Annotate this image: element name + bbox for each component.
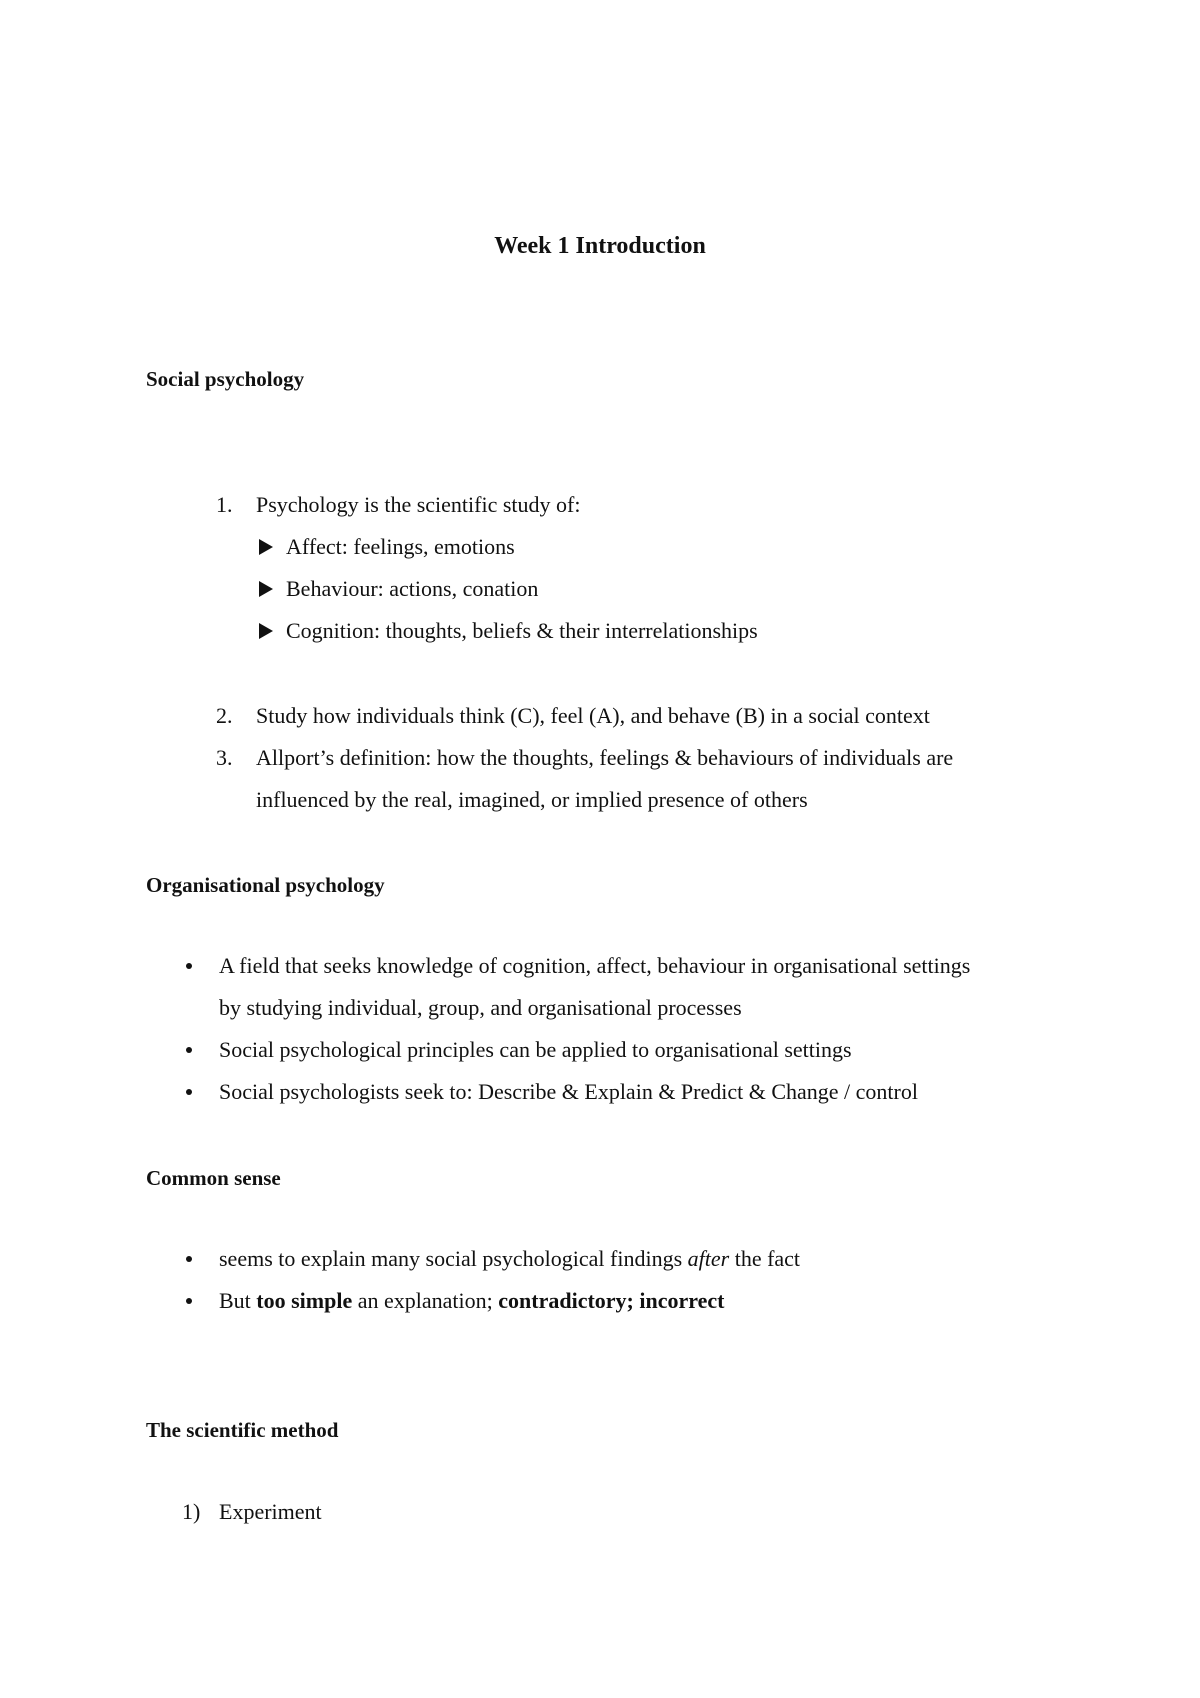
bullet-icon: [186, 1298, 192, 1304]
org-bullet-1: A field that seeks knowledge of cognition, affect, behaviour in organisational settings: [219, 953, 971, 978]
org-bullet-2: Social psychological principles can be applied to organisational settings: [219, 1037, 852, 1062]
scientific-item-1-text: Experiment: [219, 1499, 322, 1524]
list-item-1-marker: 1.: [216, 492, 233, 517]
section-heading-social-psychology: Social psychology: [146, 367, 305, 391]
org-bullet-3: Social psychologists seek to: Describe & Explain & Predict & Change / control: [219, 1079, 918, 1104]
common-sense-bullet-2-bold1: too simple: [256, 1288, 353, 1313]
bullet-icon: [186, 1256, 192, 1262]
list-item-3-text: Allport’s definition: how the thoughts, feelings & behaviours of individuals are: [256, 745, 954, 770]
section-heading-common-sense: Common sense: [146, 1166, 281, 1190]
list-item-2-text: Study how individuals think (C), feel (A), and behave (B) in a social context: [256, 703, 930, 728]
common-sense-bullet-1-italic: after: [687, 1246, 730, 1271]
common-sense-bullet-1-post: the fact: [729, 1246, 801, 1271]
scientific-item-1-marker: 1): [182, 1499, 201, 1524]
section-heading-scientific-method: The scientific method: [146, 1418, 339, 1442]
sub-item-behaviour: Behaviour: actions, conation: [286, 576, 539, 601]
triangle-bullet-icon: [259, 581, 273, 597]
list-item-3-marker: 3.: [216, 745, 233, 770]
triangle-bullet-icon: [259, 539, 273, 555]
bullet-icon: [186, 1047, 192, 1053]
page-title: Week 1 Introduction: [494, 233, 706, 259]
sub-item-cognition: Cognition: thoughts, beliefs & their interrelationships: [286, 618, 758, 643]
list-item-1-text: Psychology is the scientific study of:: [256, 492, 581, 517]
common-sense-bullet-2-mid: an explanation;: [352, 1288, 499, 1313]
section-heading-organisational-psychology: Organisational psychology: [146, 873, 385, 897]
common-sense-bullet-1-pre: seems to explain many social psychological findings: [219, 1246, 688, 1271]
list-item-3-text-line2: influenced by the real, imagined, or implied presence of others: [256, 787, 808, 812]
common-sense-bullet-2-bold2: contradictory; incorrect: [498, 1288, 725, 1313]
list-item-2-marker: 2.: [216, 703, 233, 728]
triangle-bullet-icon: [259, 623, 273, 639]
sub-item-affect: Affect: feelings, emotions: [286, 534, 515, 559]
common-sense-bullet-2: [219, 1288, 725, 1314]
common-sense-bullet-2-pre: But: [219, 1288, 257, 1313]
bullet-icon: [186, 1089, 192, 1095]
bullet-icon: [186, 963, 192, 969]
common-sense-bullet-1: [219, 1246, 800, 1272]
org-bullet-1-line2: by studying individual, group, and organisational processes: [219, 995, 742, 1020]
